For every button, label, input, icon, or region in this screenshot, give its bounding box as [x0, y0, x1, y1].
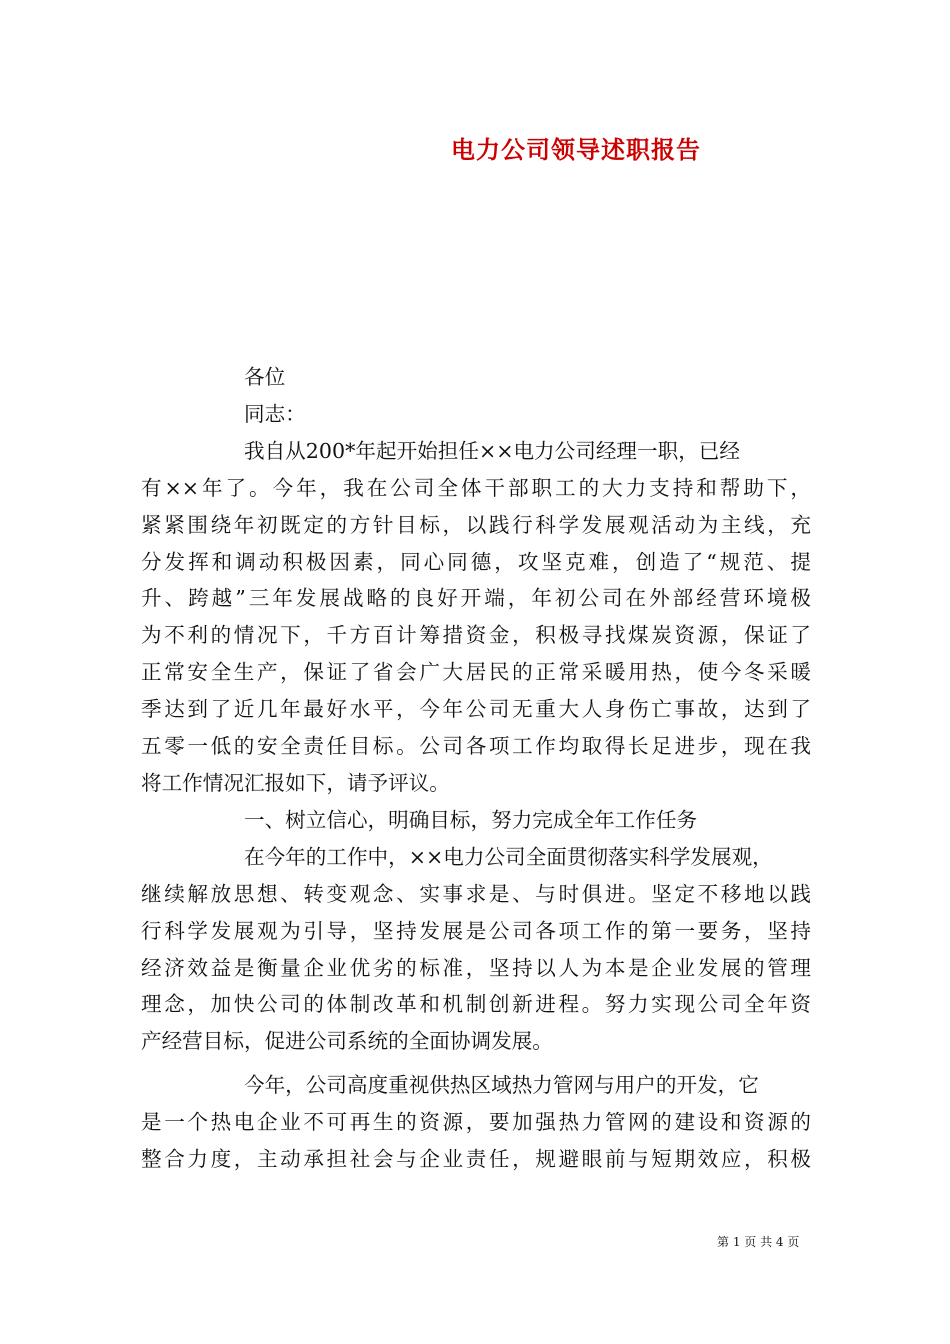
paragraph-line: 分发挥和调动积极因素，同心同德，攻坚克难，创造了“规范、提 — [141, 549, 811, 574]
section-heading-1: 一、树立信心，明确目标，努力完成全年工作任务 — [244, 807, 698, 832]
salutation-line-2: 同志： — [244, 401, 306, 426]
paragraph-line: 我自从200*年起开始担任××电力公司经理一职，已经 — [244, 438, 740, 463]
paragraph-line: 产经营目标，促进公司系统的全面协调发展。 — [141, 1029, 553, 1054]
paragraph-line: 五零一低的安全责任目标。公司各项工作均取得长足进步，现在我 — [141, 734, 811, 759]
paragraph-3 — [141, 1067, 811, 1178]
document-title: 电力公司领导述职报告 — [451, 135, 701, 164]
paragraph-line: 继续解放思想、转变观念、实事求是、与时俱进。坚定不移地以践 — [141, 881, 811, 906]
paragraph-line: 将工作情况汇报如下，请予评议。 — [141, 770, 450, 795]
paragraph-line: 紧紧围绕年初既定的方针目标，以践行科学发展观活动为主线，充 — [141, 512, 811, 537]
paragraph-line: 是一个热电企业不可再生的资源，要加强热力管网的建设和资源的 — [141, 1110, 811, 1135]
paragraph-line: 今年，公司高度重视供热区域热力管网与用户的开发，它 — [244, 1073, 759, 1098]
paragraph-line: 为不利的情况下，千方百计筹措资金，积极寻找煤炭资源，保证了 — [141, 623, 811, 648]
salutation-line-1: 各位 — [244, 365, 286, 389]
paragraph-line: 有××年了。今年，我在公司全体干部职工的大力支持和帮助下， — [141, 475, 811, 500]
paragraph-line: 理念，加快公司的体制改革和机制创新进程。努力实现公司全年资 — [141, 992, 811, 1017]
paragraph-line: 季达到了近几年最好水平，今年公司无重大人身伤亡事故，达到了 — [141, 697, 811, 722]
paragraph-line: 整合力度，主动承担社会与企业责任，规避眼前与短期效应，积极 — [141, 1147, 811, 1172]
paragraph-2 — [141, 839, 811, 1060]
paragraph-line: 正常安全生产，保证了省会广大居民的正常采暖用热，使今冬采暖 — [141, 660, 811, 685]
page-number-footer: 第 1 页 共 4 页 — [717, 1235, 800, 1249]
document-body — [141, 359, 811, 1178]
paragraph-line: 经济效益是衡量企业优劣的标准，坚持以人为本是企业发展的管理 — [141, 955, 811, 980]
paragraph-line: 行科学发展观为引导，坚持发展是公司各项工作的第一要务，坚持 — [141, 918, 811, 943]
paragraph-1 — [141, 433, 811, 802]
paragraph-line: 在今年的工作中，××电力公司全面贯彻落实科学发展观， — [244, 844, 773, 869]
paragraph-line: 升、跨越”三年发展战略的良好开端，年初公司在外部经营环境极 — [141, 586, 811, 611]
